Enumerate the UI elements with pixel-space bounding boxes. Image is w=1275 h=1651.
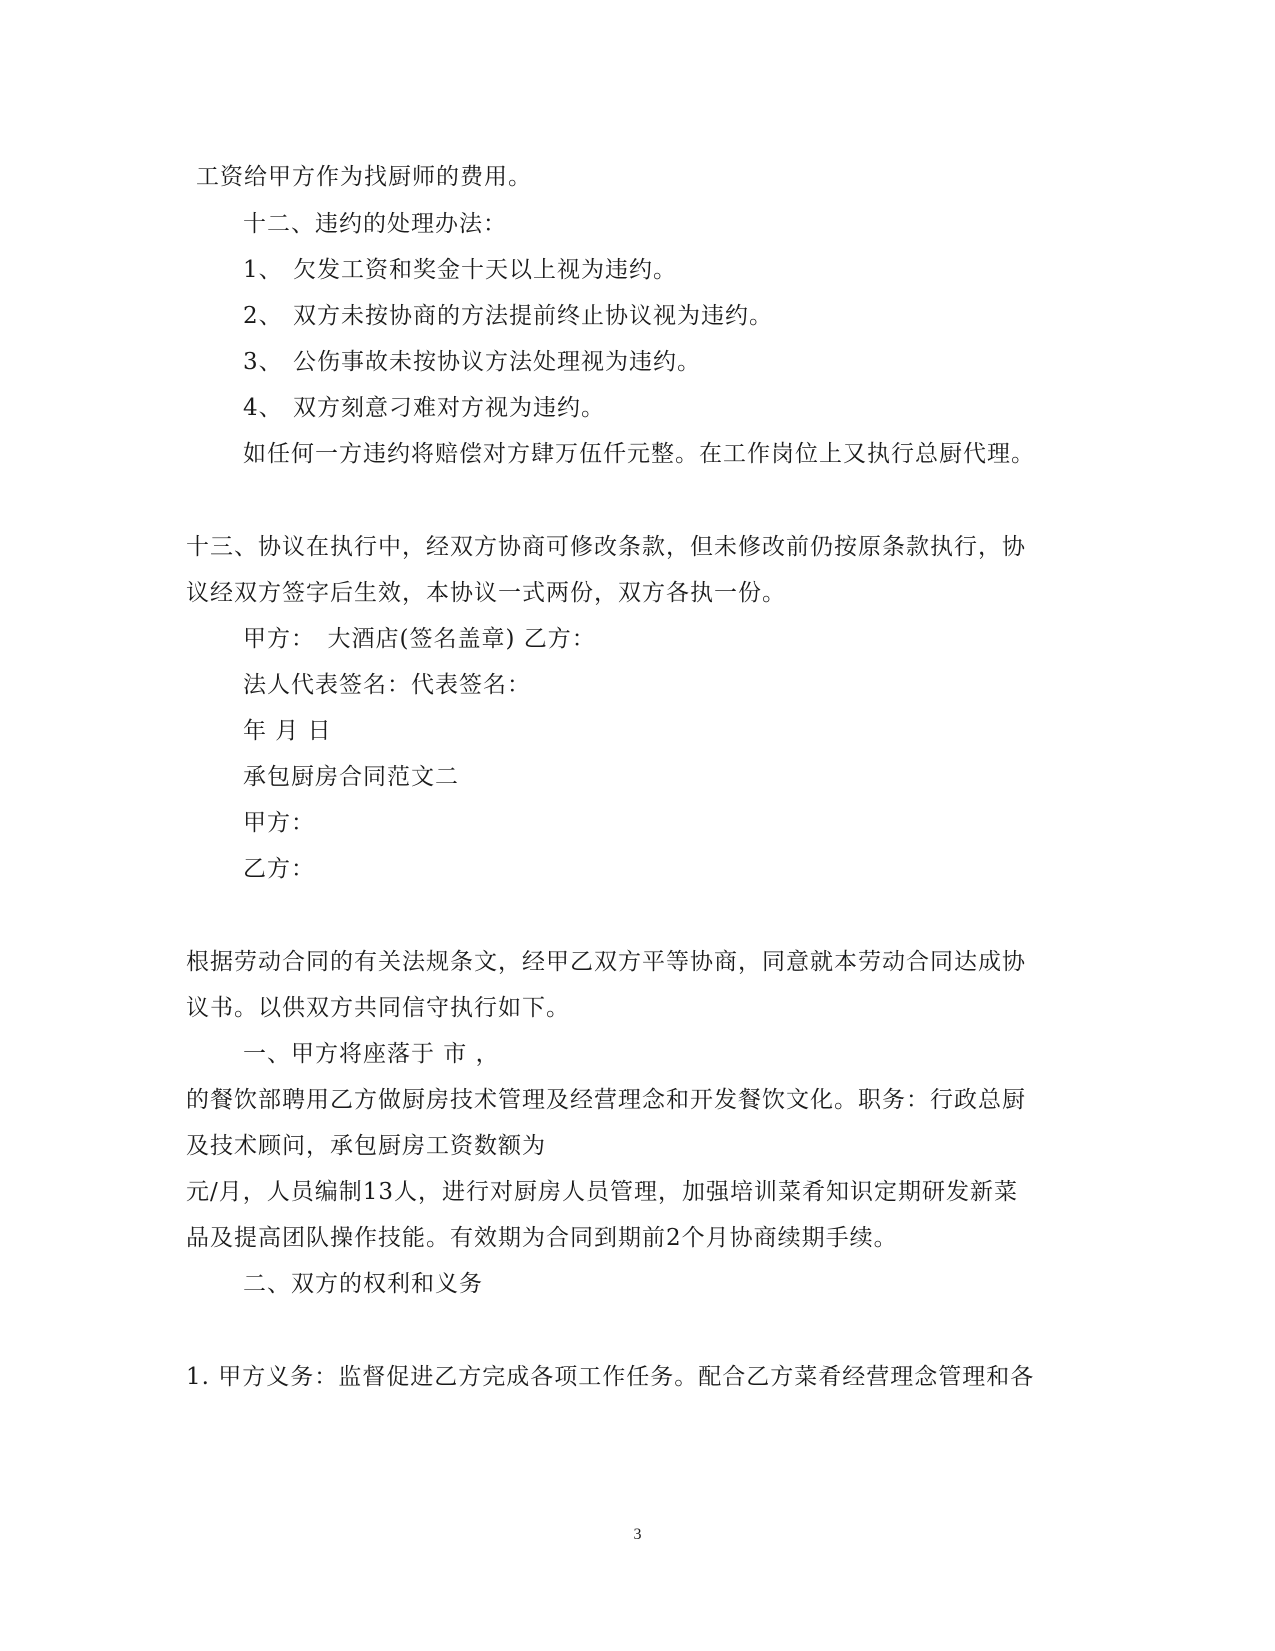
text-line: 如任何一方违约将赔偿对方肆万伍仟元整。在工作岗位上又执行总厨代理。 — [243, 441, 1035, 467]
contract-subtitle: 承包厨房合同范文二 — [243, 764, 459, 790]
list-number: 1、 — [243, 257, 283, 283]
section-heading-12: 十二、违约的处理办法： — [243, 211, 507, 237]
list-text: 双方刻意刁难对方视为违约。 — [293, 395, 605, 421]
text-line: 根据劳动合同的有关法规条文，经甲乙双方平等协商，同意就本劳动合同达成协 — [186, 949, 1026, 975]
list-number: 3、 — [243, 349, 283, 375]
text-line: 品及提高团队操作技能。有效期为合同到期前2个月协商续期手续。 — [186, 1225, 898, 1251]
list-item — [243, 301, 773, 331]
list-item — [243, 347, 701, 377]
list-text: 双方未按协商的方法提前终止协议视为违约。 — [293, 303, 773, 329]
signature-representative-line: 法人代表签名：代表签名： — [243, 672, 531, 698]
list-text: 公伤事故未按协议方法处理视为违约。 — [293, 349, 701, 375]
party-b-line: 乙方： — [243, 856, 315, 882]
list-number: 2、 — [243, 303, 283, 329]
list-item — [243, 255, 677, 285]
list-text: 欠发工资和奖金十天以上视为违约。 — [293, 257, 677, 283]
text-line: 1. 甲方义务：监督促进乙方完成各项工作任务。配合乙方菜肴经营理念管理和各 — [186, 1364, 1035, 1390]
clause-two-heading: 二、双方的权利和义务 — [243, 1271, 483, 1297]
text-line: 元/月，人员编制13人，进行对厨房人员管理，加强培训菜肴知识定期研发新菜 — [186, 1179, 1019, 1205]
text-line: 的餐饮部聘用乙方做厨房技术管理及经营理念和开发餐饮文化。职务：行政总厨 — [186, 1087, 1026, 1113]
party-a-line: 甲方： — [243, 810, 315, 836]
text-line: 及技术顾问，承包厨房工资数额为 — [186, 1133, 546, 1159]
list-number: 4、 — [243, 395, 283, 421]
signature-party-line: 甲方： 大酒店(签名盖章) 乙方： — [243, 626, 596, 652]
clause-one-heading: 一、甲方将座落于 市 ， — [243, 1041, 500, 1067]
text-line: 议书。以供双方共同信守执行如下。 — [186, 995, 570, 1021]
date-line: 年 月 日 — [243, 718, 332, 744]
section-heading-13: 十三、协议在执行中，经双方协商可修改条款，但未修改前仍按原条款执行，协 — [186, 534, 1026, 560]
text-line: 议经双方签字后生效，本协议一式两份，双方各执一份。 — [186, 580, 786, 606]
text-line: 工资给甲方作为找厨师的费用。 — [196, 164, 532, 190]
page-number: 3 — [633, 1526, 642, 1543]
list-item — [243, 393, 605, 423]
